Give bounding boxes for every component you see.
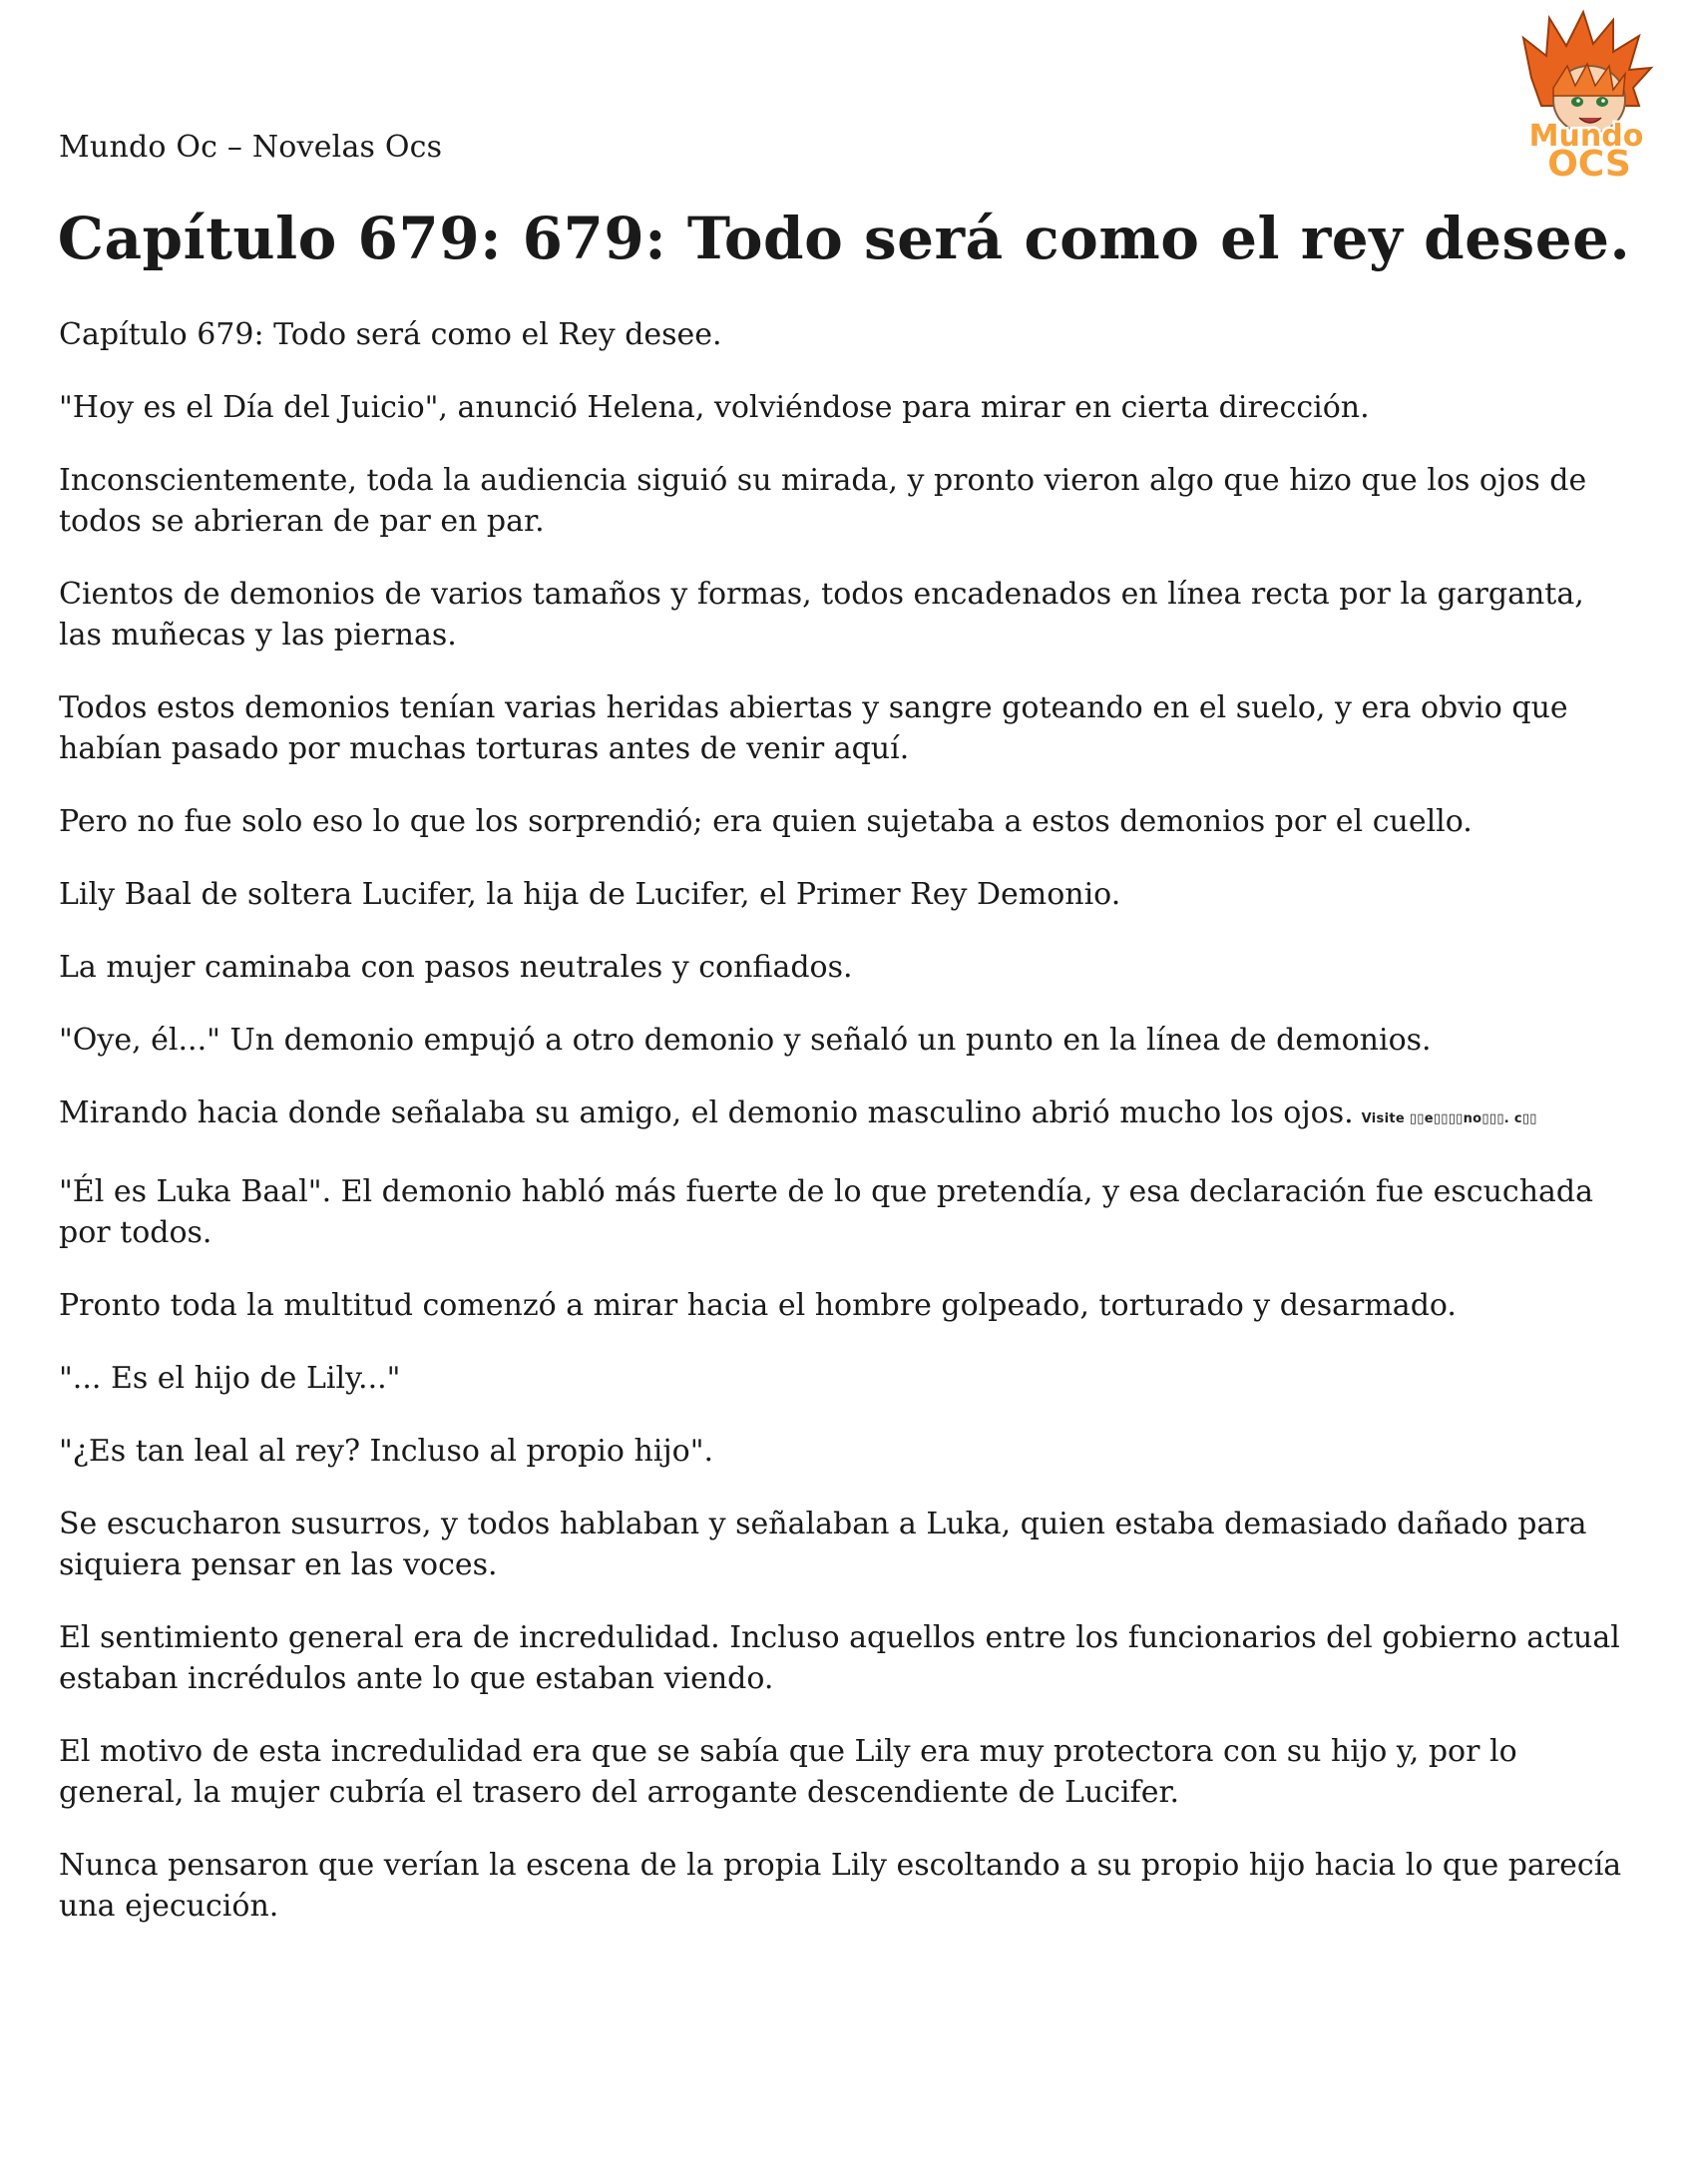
chapter-title: Capítulo 679: 679: Todo será como el rey desee.	[57, 205, 1631, 272]
chapter-body	[59, 314, 1635, 1959]
site-header-label: Mundo Oc – Novelas Ocs	[59, 130, 443, 165]
paragraph: La mujer caminaba con pasos neutrales y confiados.	[59, 950, 853, 985]
paragraph: "Él es Luka Baal". El demonio habló más fuerte de lo que pretendía, y esa declaración fue escuchada por todos.	[59, 1174, 1593, 1250]
paragraph: El motivo de esta incredulidad era que se sabía que Lily era muy protectora con su hijo y, por lo general, la mujer cubría el trasero del arrogante descendiente de Lucifer.	[59, 1734, 1517, 1810]
paragraph: "... Es el hijo de Lily..."	[59, 1361, 401, 1396]
paragraph: El sentimiento general era de incredulidad. Incluso aquellos entre los funcionarios del gobierno actual estaban incrédulos ante lo que estaban viendo.	[59, 1620, 1620, 1696]
watermark-text: Visite ▯▯e▯▯▯▯no▯▯▯. c▯▯	[1361, 1111, 1537, 1126]
paragraph: Nunca pensaron que verían la escena de la propia Lily escoltando a su propio hijo hacia lo que parecía una ejecución.	[59, 1848, 1622, 1924]
svg-text:OCS: OCS	[1547, 144, 1631, 183]
mundo-ocs-logo	[1501, 8, 1671, 183]
paragraph: Pero no fue solo eso lo que los sorprendió; era quien sujetaba a estos demonios por el cuello.	[59, 804, 1473, 839]
paragraph: Capítulo 679: Todo será como el Rey desee.	[59, 317, 722, 352]
paragraph: Lily Baal de soltera Lucifer, la hija de Lucifer, el Primer Rey Demonio.	[59, 877, 1121, 912]
paragraph: "Oye, él..." Un demonio empujó a otro demonio y señaló un punto en la línea de demonios.	[59, 1023, 1432, 1058]
paragraph: "Hoy es el Día del Juicio", anunció Helena, volviéndose para mirar en cierta dirección.	[59, 390, 1370, 425]
paragraph: Mirando hacia donde señalaba su amigo, el demonio masculino abrió mucho los ojos.	[59, 1095, 1354, 1130]
svg-text:Mundo: Mundo	[1528, 119, 1644, 154]
paragraph: "¿Es tan leal al rey? Incluso al propio hijo".	[59, 1434, 714, 1469]
paragraph: Se escucharon susurros, y todos hablaban y señalaban a Luka, quien estaba demasiado dañado para siquiera pensar en las voces.	[59, 1507, 1587, 1582]
paragraph: Cientos de demonios de varios tamaños y formas, todos encadenados en línea recta por la garganta, las muñecas y las piernas.	[59, 577, 1584, 653]
paragraph-with-watermark	[59, 1092, 1635, 1139]
paragraph: Todos estos demonios tenían varias heridas abiertas y sangre goteando en el suelo, y era obvio que habían pasado por muchas torturas antes de venir aquí.	[59, 690, 1568, 766]
paragraph: Pronto toda la multitud comenzó a mirar hacia el hombre golpeado, torturado y desarmado.	[59, 1288, 1457, 1323]
paragraph: Inconscientemente, toda la audiencia siguió su mirada, y pronto vieron algo que hizo que los ojos de todos se abrieran de par en par.	[59, 463, 1587, 539]
